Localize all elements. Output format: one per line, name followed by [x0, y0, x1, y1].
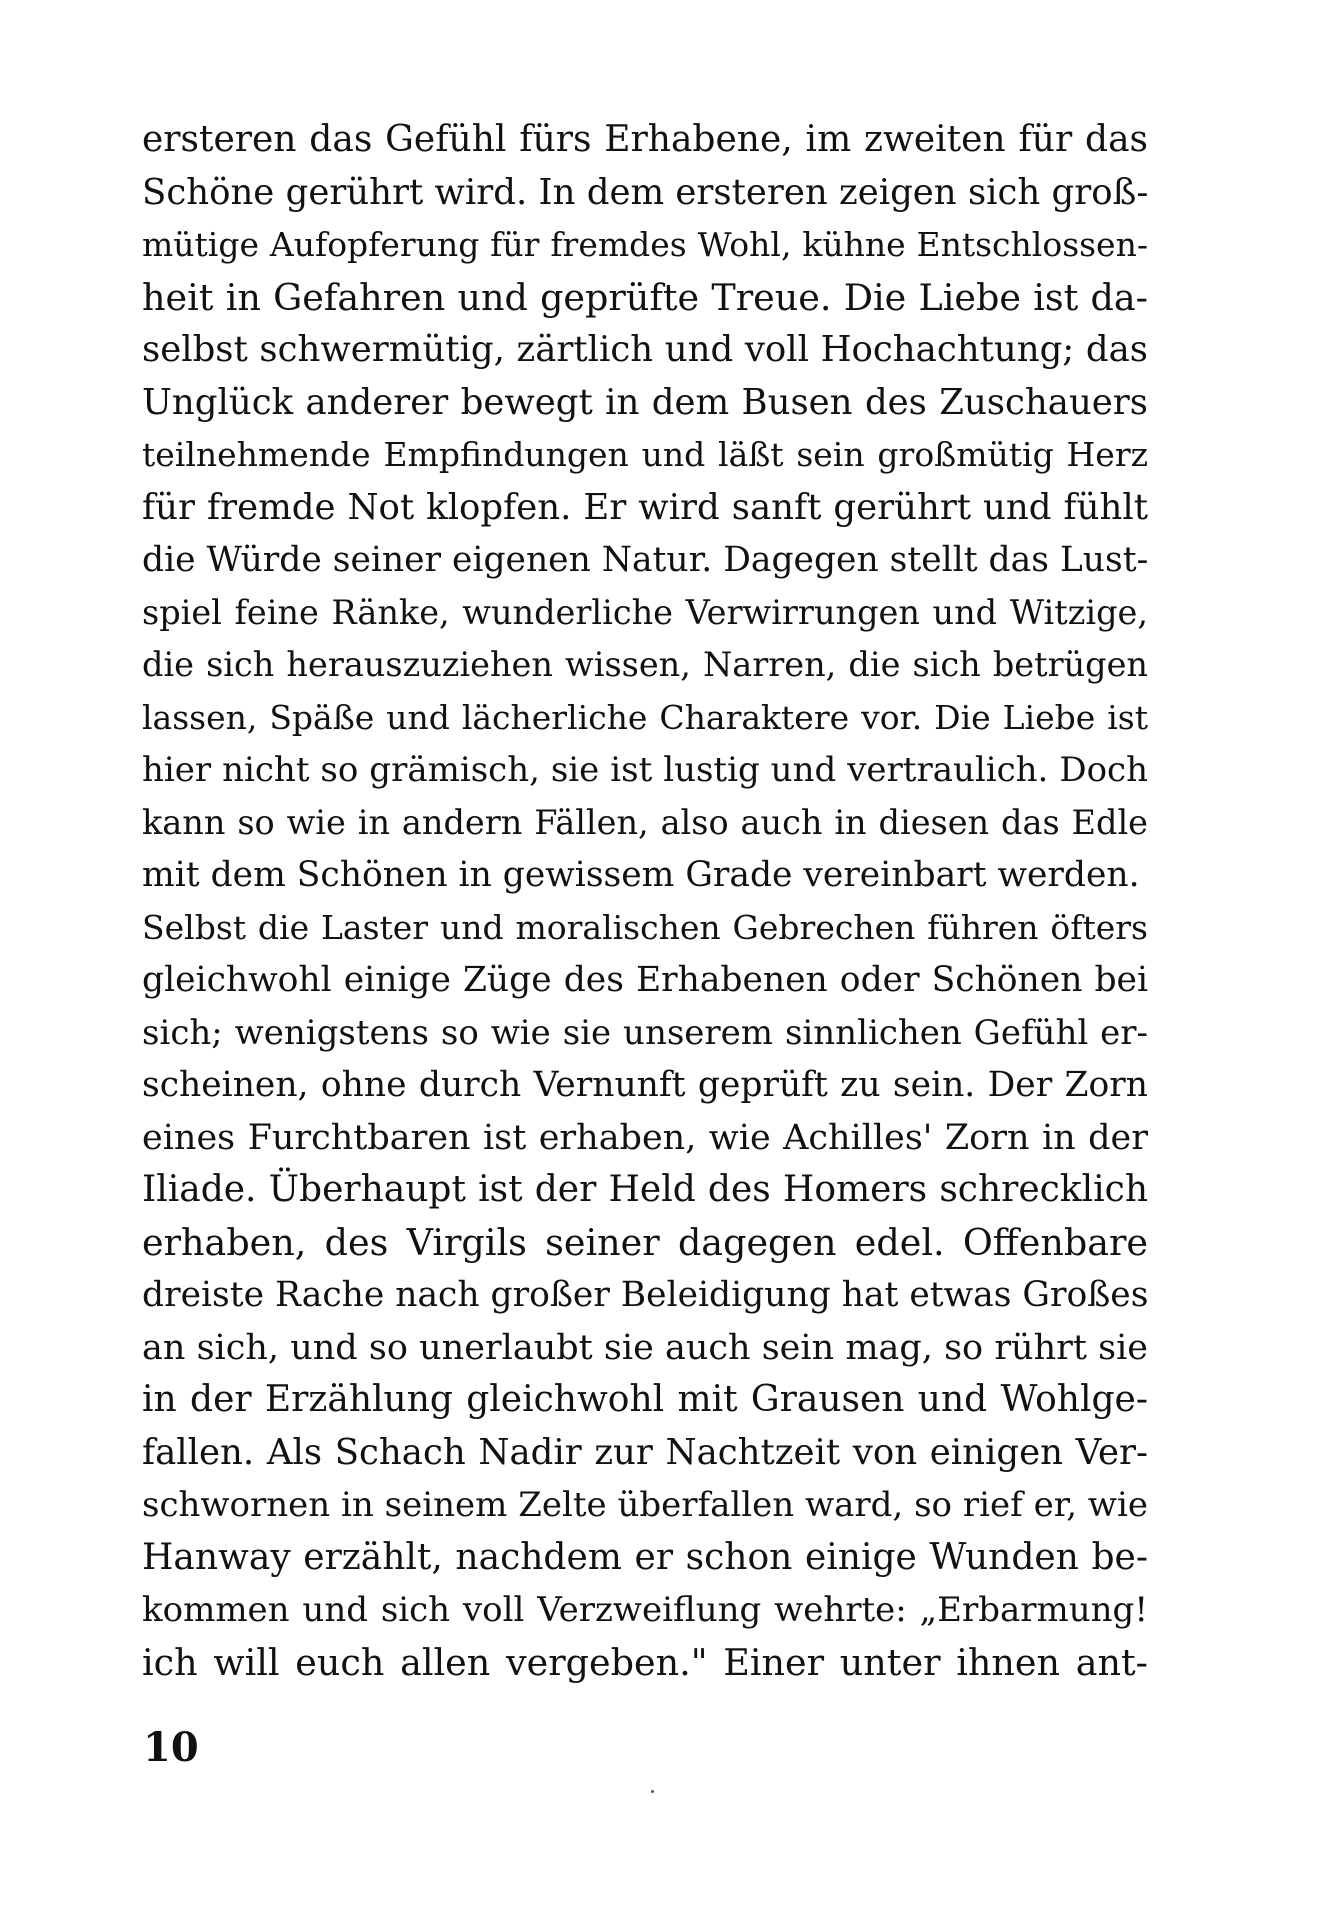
text-line: Unglück anderer bewegt in dem Busen des Zuschauers	[142, 381, 1148, 423]
text-line: die Würde seiner eigenen Natur. Dagegen stellt das Lust-	[142, 540, 1149, 580]
text-line: dreiste Rache nach großer Beleidigung hat etwas Großes	[142, 1275, 1149, 1315]
text-line: schwornen in seinem Zelte überfallen ward, so rief er, wie	[142, 1485, 1148, 1525]
text-line: für fremde Not klopfen. Er wird sanft gerührt und fühlt	[142, 486, 1148, 528]
text-line: erhaben, des Virgils seiner dagegen edel. Offenbare	[142, 1220, 1148, 1264]
text-line: die sich herauszuziehen wissen, Narren, die sich betrügen	[142, 645, 1148, 684]
text-line: selbst schwermütig, zärtlich und voll Hochachtung; das	[142, 329, 1148, 370]
text-line: Hanway erzählt, nachdem er schon einige Wunden be-	[142, 1536, 1148, 1578]
text-line: sich; wenigstens so wie sie unserem sinnlichen Gefühl er-	[142, 1012, 1148, 1053]
body-text	[142, 114, 1148, 1689]
text-line: Schöne gerührt wird. In dem ersteren zeigen sich groß-	[142, 171, 1149, 213]
text-line: Selbst die Laster und moralischen Gebrechen führen öfters	[142, 907, 1148, 947]
text-line: scheinen, ohne durch Vernunft geprüft zu sein. Der Zorn	[142, 1065, 1148, 1105]
text-line: gleichwohl einige Züge des Erhabenen oder Schönen bei	[142, 960, 1148, 1000]
text-line: eines Furchtbaren ist erhaben, wie Achilles' Zorn in der	[142, 1117, 1148, 1158]
text-line: hier nicht so grämisch, sie ist lustig und vertraulich. Doch	[142, 750, 1148, 790]
text-line: lassen, Späße und lächerliche Charaktere vor. Die Liebe ist	[142, 697, 1148, 737]
text-line: ich will euch allen vergeben." Einer unter ihnen ant-	[142, 1640, 1148, 1684]
text-line: in der Erzählung gleichwohl mit Grausen und Wohlge-	[142, 1379, 1148, 1420]
text-line: mütige Aufopferung für fremdes Wohl, kühne Entschlossen-	[142, 225, 1148, 264]
page-number: 10	[143, 1724, 199, 1771]
text-line: mit dem Schönen in gewissem Grade vereinbart werden.	[142, 855, 1140, 895]
text-line: heit in Gefahren und geprüfte Treue. Die Liebe ist da-	[142, 275, 1148, 319]
text-line: ersteren das Gefühl fürs Erhabene, im zweiten für das	[142, 119, 1148, 160]
text-line: Iliade. Überhaupt ist der Held des Homers schrecklich	[142, 1169, 1148, 1210]
text-line: teilnehmende Empfindungen und läßt sein großmütig Herz	[142, 435, 1148, 474]
print-speck	[651, 1790, 654, 1793]
text-line: kann so wie in andern Fällen, also auch in diesen das Edle	[142, 802, 1148, 842]
text-line: spiel feine Ränke, wunderliche Verwirrungen und Witzige,	[142, 592, 1148, 632]
text-line: an sich, und so unerlaubt sie auch sein mag, so rührt sie	[142, 1327, 1148, 1368]
text-line: fallen. Als Schach Nadir zur Nachtzeit von einigen Ver-	[142, 1431, 1148, 1473]
text-line: kommen und sich voll Verzweiflung wehrte: „Erbarmung!	[142, 1590, 1148, 1630]
